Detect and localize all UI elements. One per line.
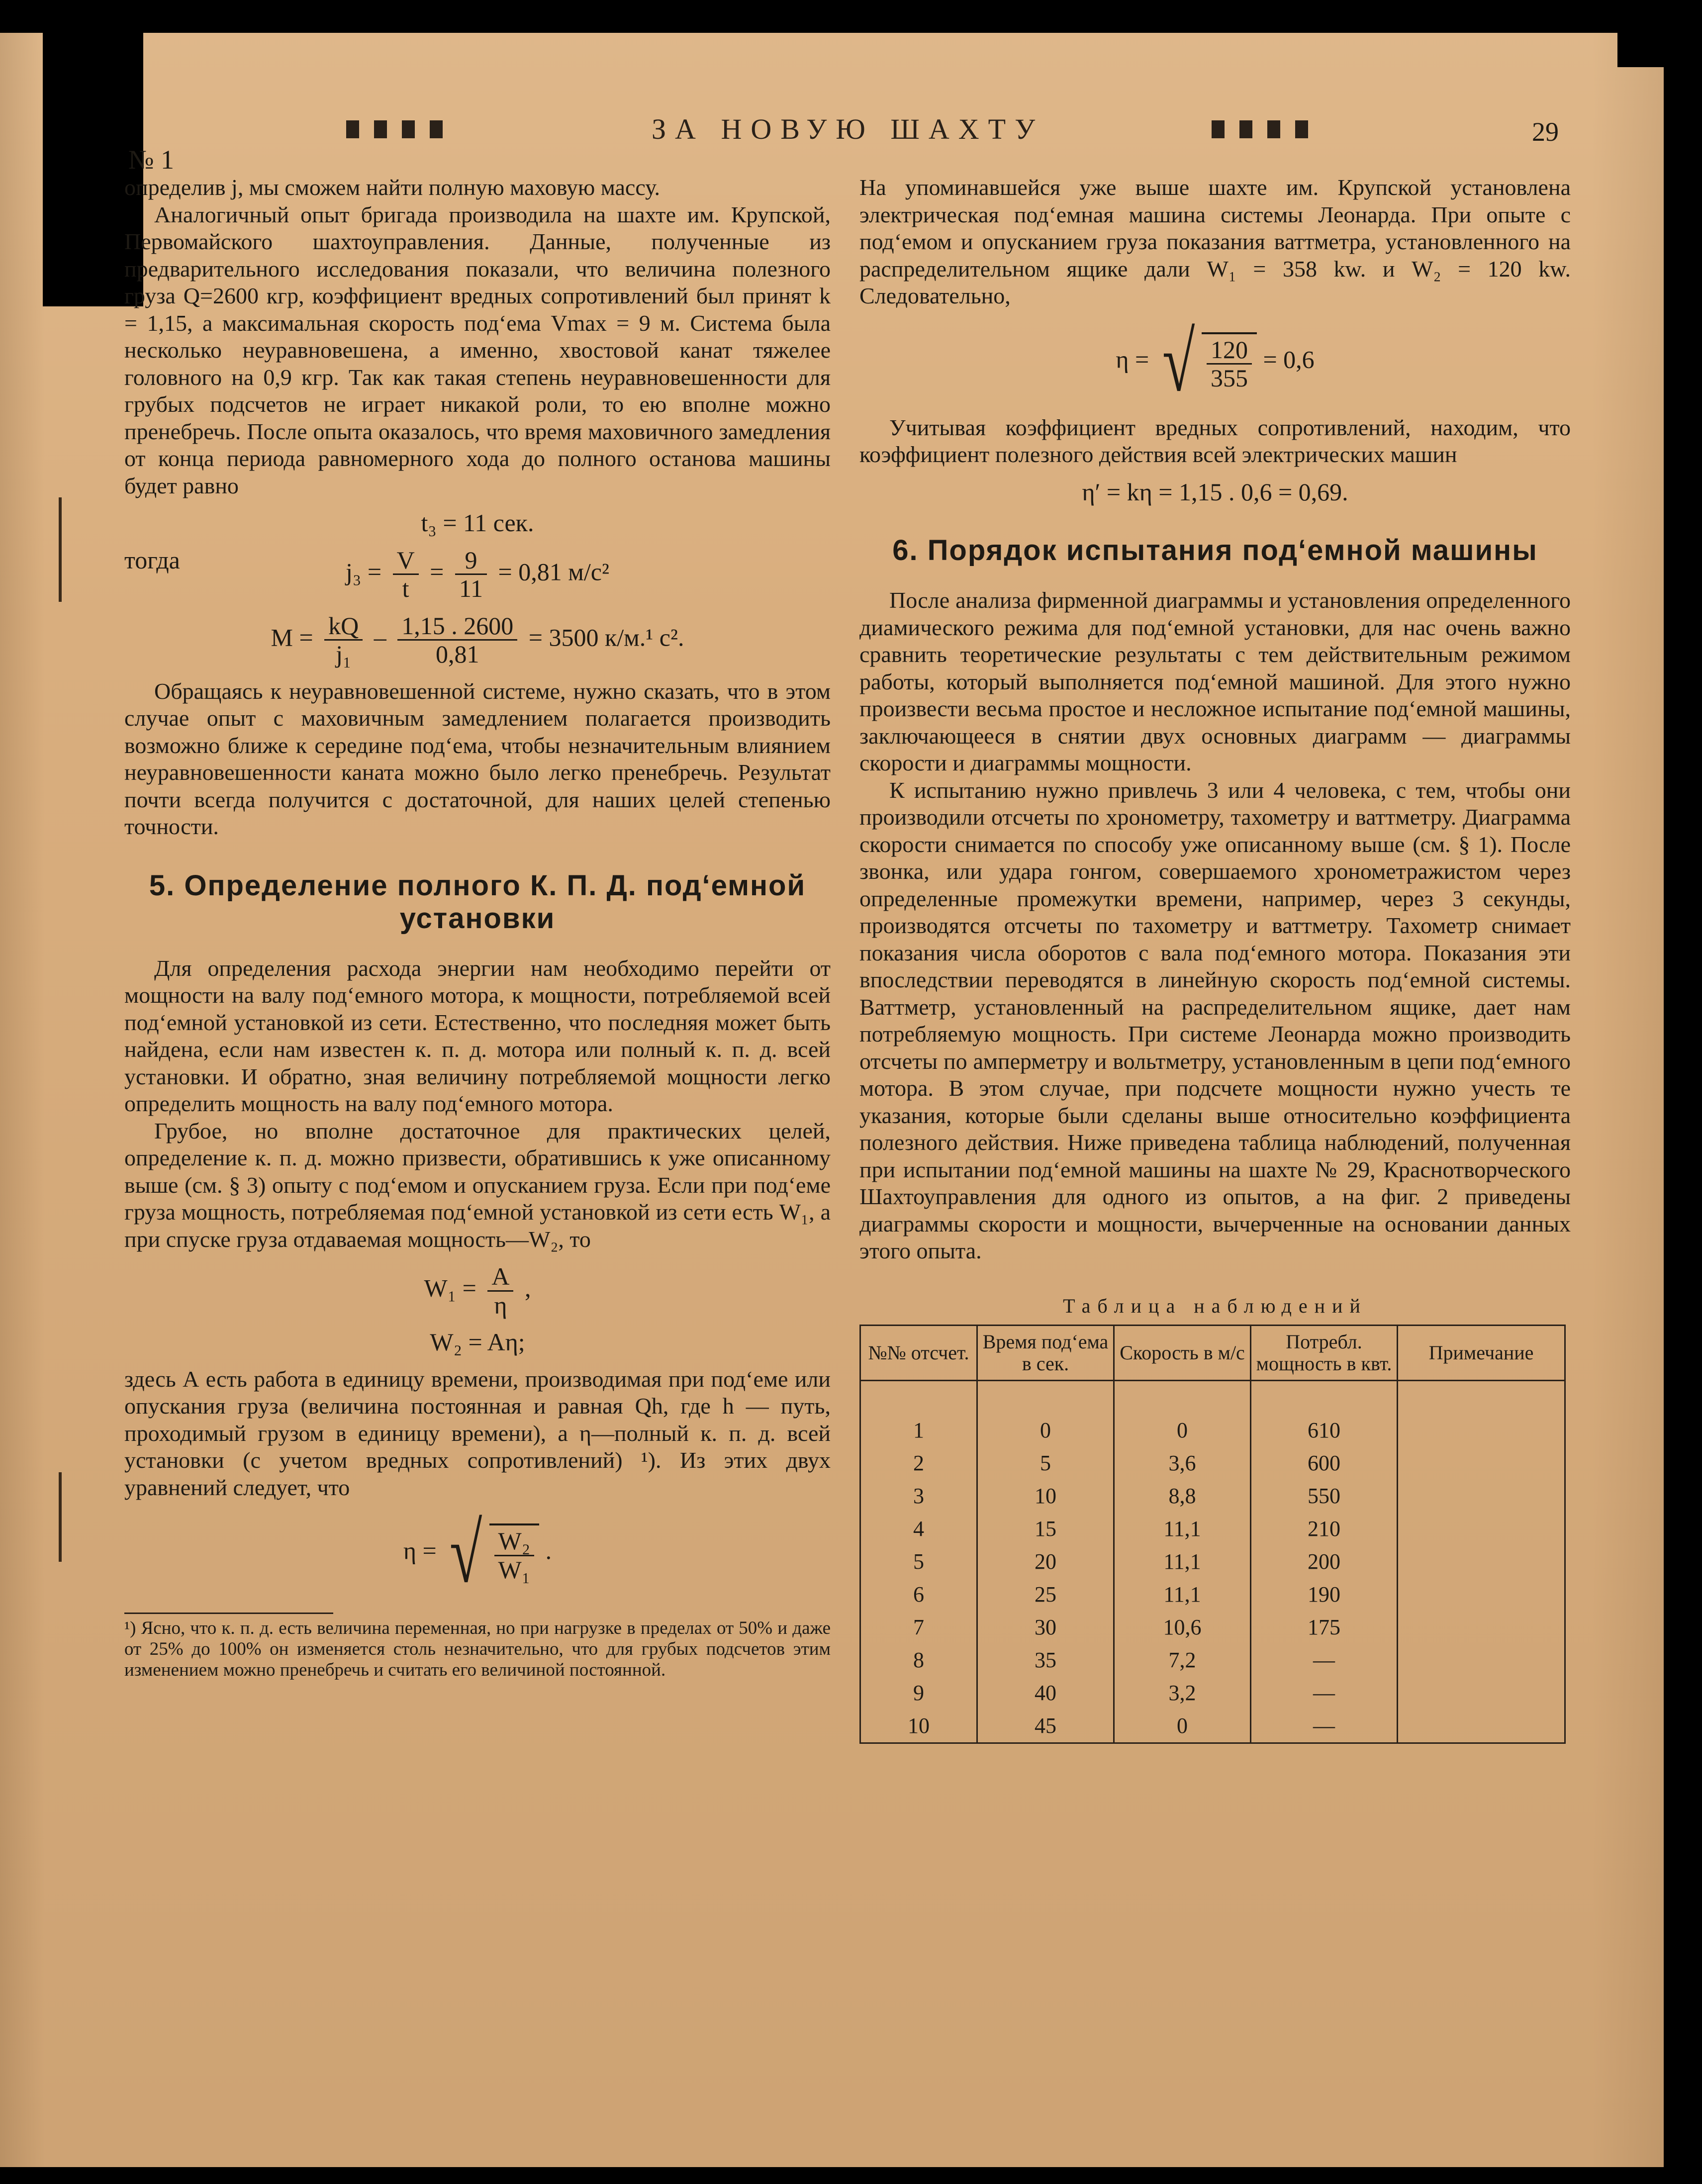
formula-w2: W₂ = Aη;: [430, 1328, 525, 1356]
table-cell: 6: [860, 1578, 977, 1611]
table-cell: 20: [977, 1545, 1114, 1578]
table-cell: 10,6: [1114, 1611, 1251, 1644]
fraction: [455, 547, 487, 602]
square-root: [1155, 315, 1257, 409]
table-row: [860, 1578, 1565, 1611]
table-cell: 2: [860, 1447, 977, 1480]
fraction: [494, 1527, 535, 1583]
paragraph: Обращаясь к неуравновешенной системе, нужно сказать, что в этом случае опыт с маховичным замедлением полагается производить возможно ближе к середине под‘ема, чтобы незначительным влиянием неуравновешенности каната можно было легко пренебречь. Результат почти всегда получится с достаточной, для наших целей степенью точности.: [124, 678, 831, 839]
fraction: [1207, 336, 1252, 392]
table-caption: Таблица наблюдений: [1063, 1294, 1367, 1317]
formula-mass: [124, 612, 831, 668]
running-header: [0, 112, 1664, 147]
table-cell: [1398, 1578, 1565, 1611]
numerator: W₂: [494, 1527, 535, 1556]
formula-lhs: W₁ =: [424, 1274, 476, 1302]
formula-rhs: = 0,6: [1263, 345, 1315, 373]
section-heading: 6. Порядок испытания под‘емной машины: [892, 534, 1538, 567]
table-cell: 5: [977, 1447, 1114, 1480]
table-cell: 550: [1251, 1480, 1398, 1513]
observation-table: [859, 1325, 1566, 1744]
formula-rhs: = 0,81 м/с²: [498, 557, 609, 585]
equals-sign: =: [430, 557, 444, 585]
table-cell: 10: [860, 1709, 977, 1743]
table-cell: 8: [860, 1644, 977, 1677]
left-column: [124, 174, 831, 1681]
formula-lead: тогда: [124, 546, 180, 574]
table-spacer-row: [860, 1381, 1565, 1415]
denominator: W₁: [498, 1555, 531, 1584]
table-cell: 45: [977, 1709, 1114, 1743]
table-cell: 1: [860, 1414, 977, 1447]
table-cell: [1398, 1545, 1565, 1578]
numerator: 9: [455, 547, 487, 575]
table-row: [860, 1545, 1565, 1578]
column-header: Примечание: [1398, 1326, 1565, 1381]
square-root: [443, 1507, 539, 1600]
denominator: η: [494, 1291, 507, 1319]
issue-number: № 1: [128, 145, 175, 175]
denominator: t: [402, 574, 409, 602]
table-cell: —: [1251, 1677, 1398, 1709]
table-cell: 15: [977, 1513, 1114, 1545]
table-row: [860, 1513, 1565, 1545]
paragraph: Для определения расхода энергии нам необходимо перейти от мощности на валу под‘емного мотора, к мощности, потребляемой всей под‘емной установкой из сети. Естественно, что последняя может быть найдена, если нам известен к. п. д. мотора или полный к. п. д. всей установки. И обратно, зная величину потребляемой мощности легко определить мощность на валу под‘емного мотора.: [124, 955, 831, 1116]
paragraph: На упоминавшейся уже выше шахте им. Крупской установлена электрическая под‘емная машина системы Леонарда. При опыте с под‘емом и опусканием груза показания ваттметра, установленного на распределительном ящике дали W₁ = 358 kw. и W₂ = 120 kw. Следовательно,: [859, 175, 1571, 308]
table-cell: 210: [1251, 1513, 1398, 1545]
table-cell: 40: [977, 1677, 1114, 1709]
formula-lhs: j₃ =: [346, 557, 382, 585]
page-fold-mark: [59, 497, 62, 602]
header-ornament: [1212, 120, 1308, 138]
table-cell: 10: [977, 1480, 1114, 1513]
denominator: j₁: [336, 640, 352, 668]
formula-lhs: η =: [403, 1536, 437, 1565]
formula-eta-value: [859, 315, 1571, 409]
table-cell: 190: [1251, 1578, 1398, 1611]
punctuation: ,: [524, 1274, 531, 1302]
table-cell: [1398, 1709, 1565, 1743]
table-cell: 35: [977, 1644, 1114, 1677]
column-header: Время под‘ема в сек.: [977, 1326, 1114, 1381]
scan-border: [0, 2167, 1702, 2184]
table-cell: 8,8: [1114, 1480, 1251, 1513]
table-cell: 4: [860, 1513, 977, 1545]
table-row: [860, 1480, 1565, 1513]
header-ornament: [346, 120, 443, 138]
table-cell: 0: [1114, 1414, 1251, 1447]
table-cell: 0: [977, 1414, 1114, 1447]
paragraph: Аналогичный опыт бригада производила на шахте им. Крупской, Первомайского шахтоуправления. Данные, полученные из предварительного исследования показали, что величина полезного груза Q=2600 кгр, коэффициент вредных сопротивлений был принят k = 1,15, а максимальная скорость под‘ема Vmax = 9 м. Система была несколько неуравновешена, а именно, хвостовой канат тяжелее головного на 0,9 кгр. Так как такая степень неуравновешенности для грубых подсчетов не играет никакой роли, то ею вполне можно пренебречь. После опыта оказалось, что время маховичного замедления от конца периода равномерного хода до полного останова машины будет равно: [124, 201, 831, 498]
numerator: 1,15 . 2600: [397, 612, 517, 641]
column-header: №№ отсчет.: [860, 1326, 977, 1381]
table-cell: [1398, 1414, 1565, 1447]
table-cell: [1398, 1677, 1565, 1709]
table-cell: 175: [1251, 1611, 1398, 1644]
paragraph: здесь А есть работа в единицу времени, производимая при под‘еме или опускания груза (величина постоянная и равная Qh, где h — путь, проходимый грузом в единицу времени), а η—полный к. п. д. всей установки (с учетом вредных сопротивлений) ¹). Из этих двух уравнений следует, что: [124, 1366, 831, 1500]
numerator: V: [393, 547, 419, 575]
scan-border: [1664, 0, 1702, 2184]
table-row: [860, 1677, 1565, 1709]
numerator: A: [487, 1263, 513, 1292]
paragraph: После анализа фирменной диаграммы и установления определенного диамического режима для под‘емной установки, для нас очень важно сравнить теоретические результаты с тем действительным режимом работы, который выполняется под‘емной машиной. Для этого нужно произвести весьма простое и несложное испытание под‘емной машины, заключающееся в снятии двух основных диаграмм — диаграммы скорости и диаграммы мощности.: [859, 587, 1571, 775]
table-row: [860, 1644, 1565, 1677]
table-cell: 7: [860, 1611, 977, 1644]
formula-rhs: = 3500 к/м.¹ с².: [528, 623, 684, 651]
paragraph: К испытанию нужно привлечь 3 или 4 человека, с тем, чтобы они производили отсчеты по хронометру, тахометру и ваттметру. Диаграмма скорости снимается по способу уже описанному выше (см. § 1). После звонка, или удара гонгом, совершаемого хронометражистом через определенные промежутки времени, например, через 3 секунды, производятся отсчеты по тахометру и ваттметру. Тахометр снимает показания числа оборотов с вала под‘емного мотора. Показания эти впоследствии переводятся в линейную скорость под‘емной системы. Ваттметр, установленный на распределительном ящике, дает нам потребляемую мощность. При системе Леонарда можно производить отсчеты по амперметру и вольтметру, установленным в цепи под‘емного мотора. В этом случае, при подсчете мощности нужно учесть те указания, которые были сделаны выше относительно коэффициента полезного действия. Ниже приведена таблица наблюдений, полученная при испытании под‘емной машины на шахте № 29, Краснотворческого Шахтоуправления для одного из опытов, а на фиг. 2 приведены диаграммы скорости и мощности, вычерченные на основании данных этого опыта.: [859, 777, 1571, 1263]
numerator: 120: [1207, 336, 1252, 365]
table-row: [860, 1611, 1565, 1644]
paragraph: определив j, мы сможем найти полную маховую массу.: [124, 175, 661, 200]
denominator: 355: [1210, 364, 1248, 392]
table-cell: —: [1251, 1644, 1398, 1677]
paragraph: Учитывая коэффициент вредных сопротивлений, находим, что коэффициент полезного действия всей электрических машин: [859, 414, 1571, 467]
table-header-row: [860, 1326, 1565, 1381]
formula-lhs: η =: [1116, 345, 1149, 373]
dash: –: [374, 623, 386, 651]
section-heading: 5. Определение полного К. П. Д. под‘емной установки: [149, 869, 806, 935]
table-row: [860, 1709, 1565, 1743]
fraction: [324, 612, 363, 668]
formula-j3: [124, 547, 831, 602]
footnote-rule: [124, 1613, 333, 1614]
table-row: [860, 1414, 1565, 1447]
table-cell: 9: [860, 1677, 977, 1709]
table-cell: 3,6: [1114, 1447, 1251, 1480]
footnote: ¹) Ясно, что к. п. д. есть величина переменная, но при нагрузке в пределах от 50% и даже от 25% до 100% он изменяется столь незначительно, что для грубых подсчетов этим изменением можно пренебречь и считать его величиной постоянной.: [124, 1618, 831, 1680]
radical-sign-icon: √: [450, 1507, 482, 1600]
page-fold-mark: [59, 1472, 62, 1562]
radical-sign-icon: √: [1162, 315, 1195, 409]
table-body: [860, 1381, 1565, 1743]
formula-t3: t₃ = 11 сек.: [421, 509, 534, 537]
table-cell: 3,2: [1114, 1677, 1251, 1709]
table-cell: 600: [1251, 1447, 1398, 1480]
table-cell: 11,1: [1114, 1545, 1251, 1578]
table-cell: 11,1: [1114, 1513, 1251, 1545]
table-cell: 7,2: [1114, 1644, 1251, 1677]
denominator: 0,81: [436, 640, 479, 668]
punctuation: .: [545, 1536, 552, 1565]
right-column: [859, 174, 1571, 1744]
formula-lhs: M =: [271, 623, 313, 651]
fraction: [393, 547, 419, 602]
formula-eta: [124, 1507, 831, 1600]
table-cell: 5: [860, 1545, 977, 1578]
table-cell: [1398, 1611, 1565, 1644]
denominator: 11: [459, 574, 483, 602]
table-cell: 25: [977, 1578, 1114, 1611]
table-cell: 3: [860, 1480, 977, 1513]
table-cell: 11,1: [1114, 1578, 1251, 1611]
fraction: [397, 612, 517, 668]
paragraph: Грубое, но вполне достаточное для практических целей, определение к. п. д. можно призвести, обратившись к уже описанному выше (см. § 3) опыту с под‘емом и опусканием груза. Если при под‘еме груза мощность, потребляемая под‘емной установкой из сети есть W₁, а при спуске груза отдаваемая мощность—W₂, то: [124, 1118, 831, 1252]
table-cell: [1398, 1513, 1565, 1545]
table-cell: [1398, 1480, 1565, 1513]
formula-w1: [124, 1263, 831, 1319]
column-header: Скорость в м/с: [1114, 1326, 1251, 1381]
table-row: [860, 1447, 1565, 1480]
fraction: [487, 1263, 513, 1319]
table-cell: 0: [1114, 1709, 1251, 1743]
numerator: kQ: [324, 612, 363, 641]
table-cell: —: [1251, 1709, 1398, 1743]
table-cell: 30: [977, 1611, 1114, 1644]
column-header: Потребл. мощность в квт.: [1251, 1326, 1398, 1381]
table-cell: 610: [1251, 1414, 1398, 1447]
table-cell: [1398, 1644, 1565, 1677]
table-cell: 200: [1251, 1545, 1398, 1578]
page-number: 29: [1532, 117, 1559, 147]
journal-title: ЗА НОВУЮ ШАХТУ: [652, 113, 1044, 145]
table-cell: [1398, 1447, 1565, 1480]
formula-eta-prime: η′ = kη = 1,15 . 0,6 = 0,69.: [1082, 477, 1348, 506]
